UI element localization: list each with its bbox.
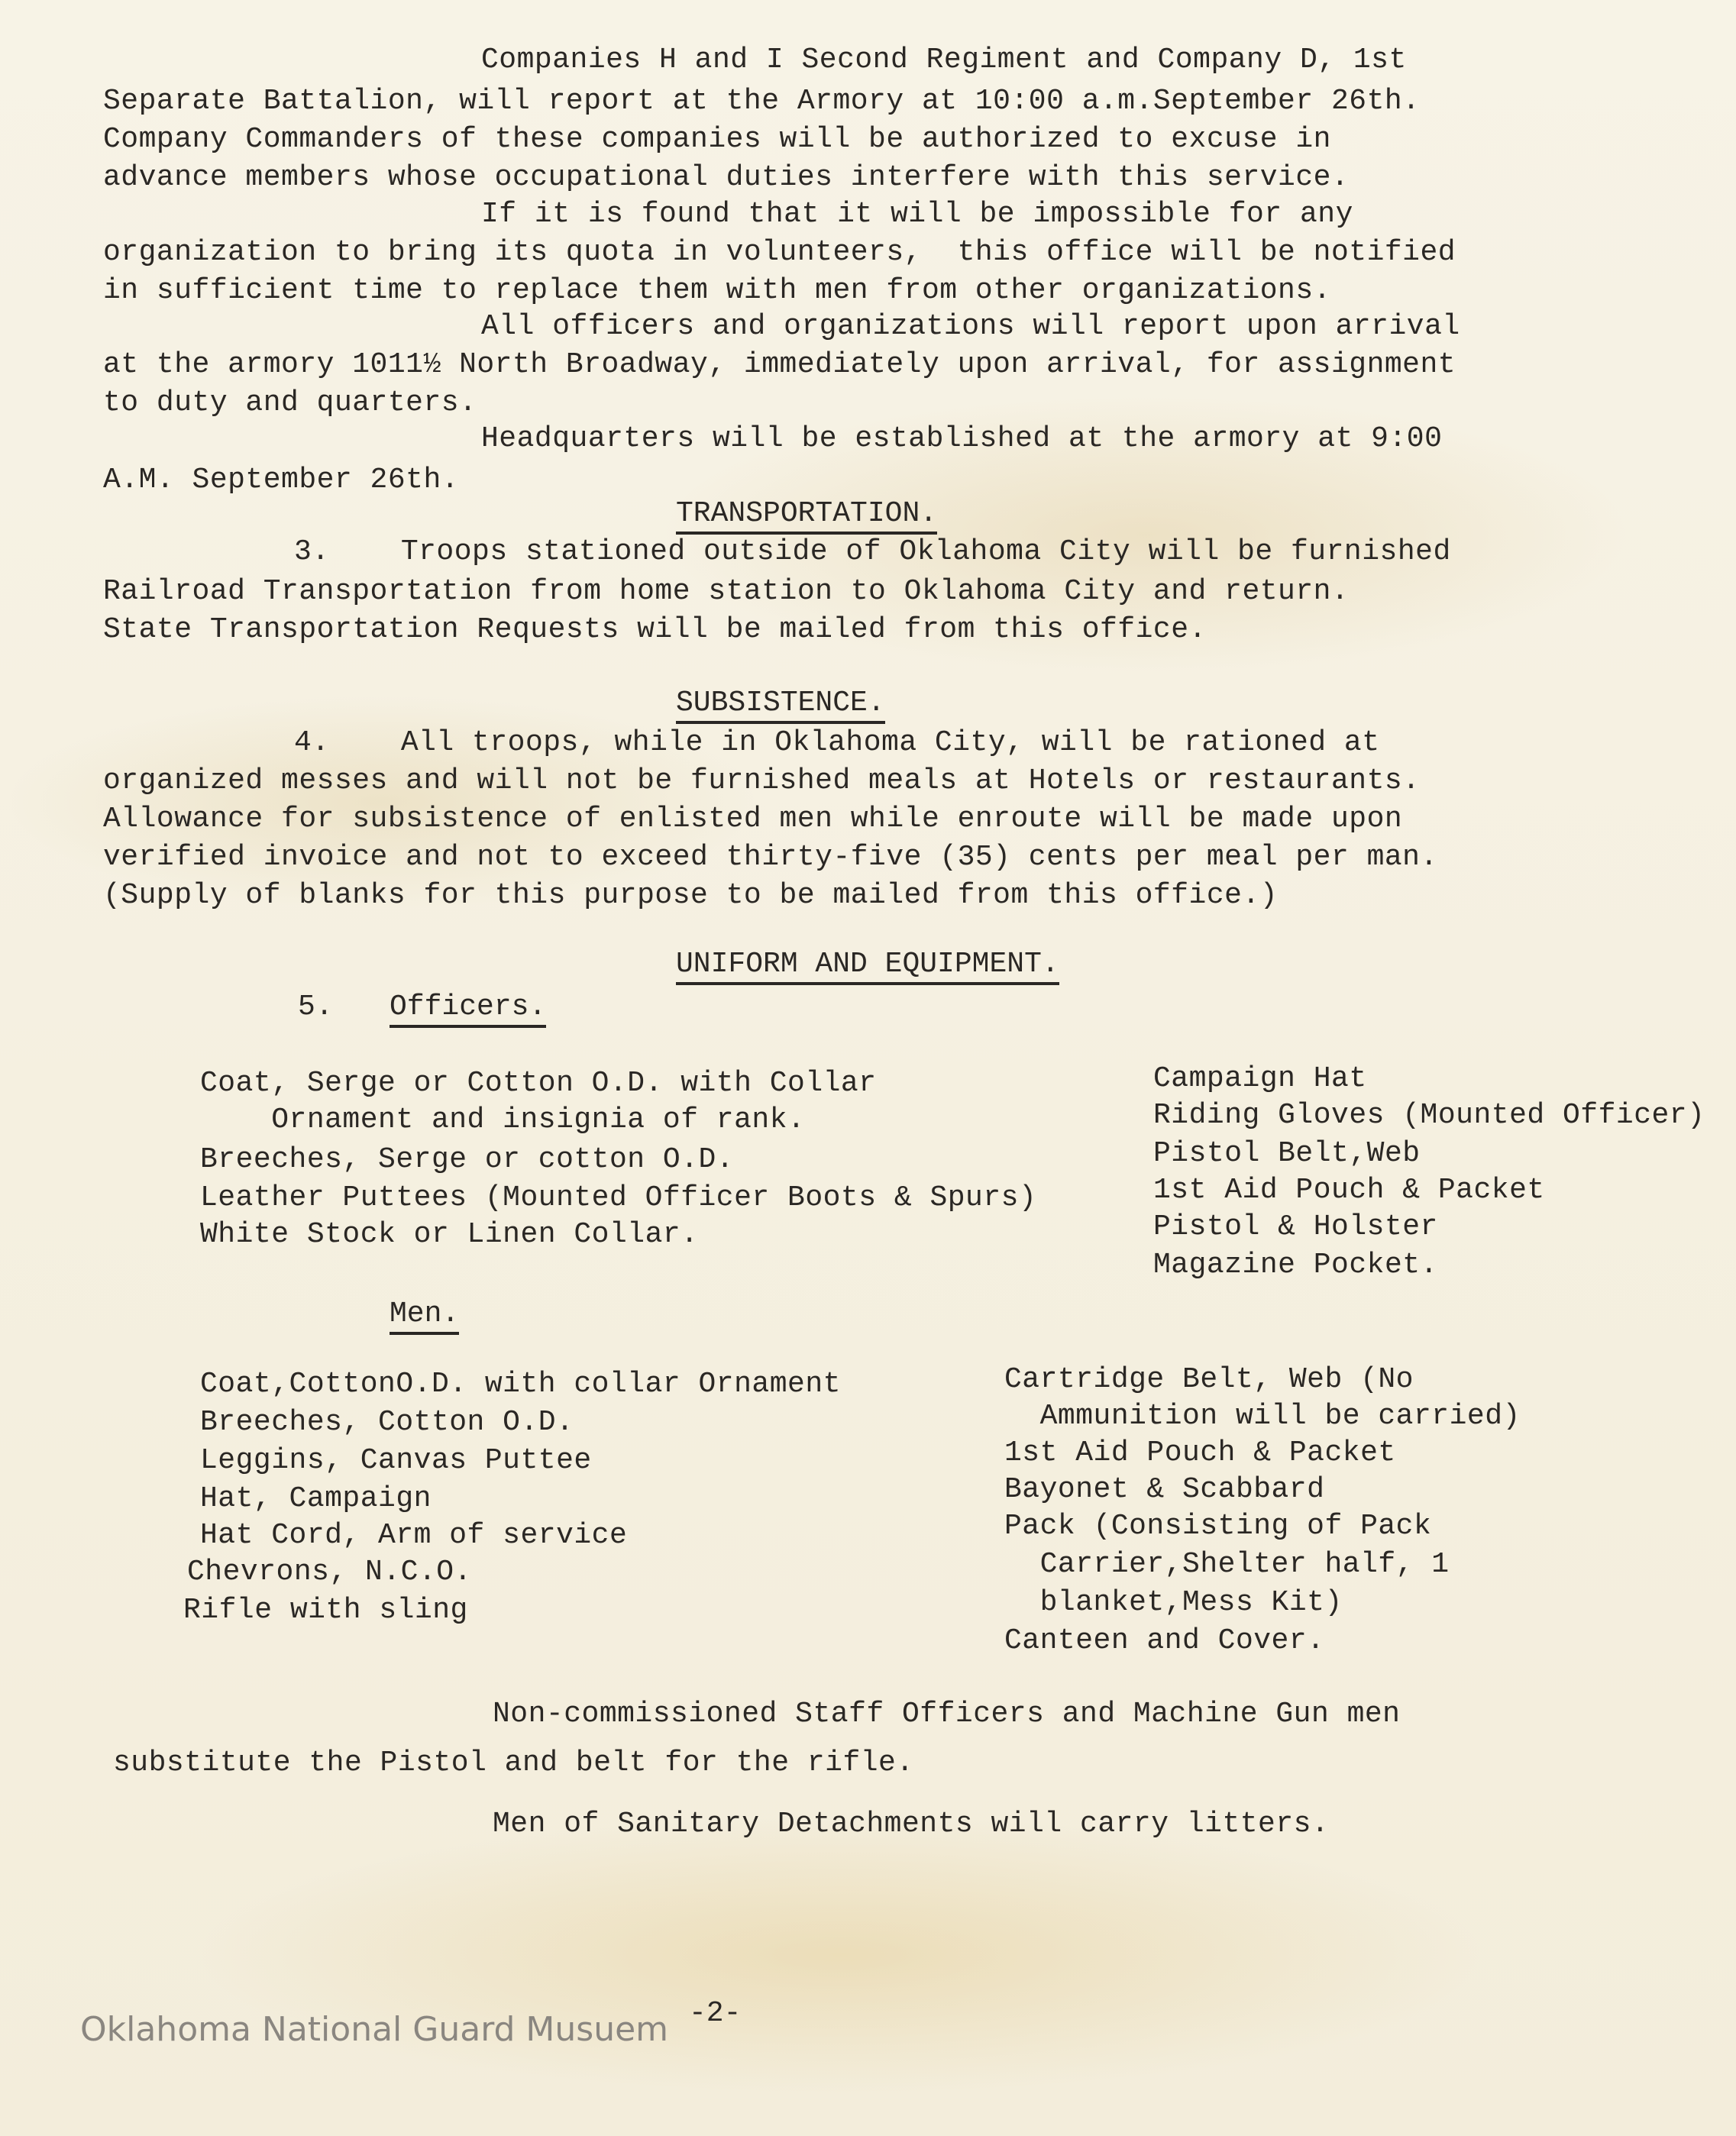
men-item: 1st Aid Pouch & Packet — [1004, 1436, 1396, 1469]
section-number: 5. — [298, 990, 334, 1023]
officer-item: Leather Puttees (Mounted Officer Boots & Spurs) — [200, 1181, 1037, 1214]
page-number: -2- — [689, 1997, 742, 2030]
body-line: 3. Troops stationed outside of Oklahoma City will be furnished — [294, 535, 1451, 568]
officer-item: Breeches, Serge or cotton O.D. — [200, 1143, 735, 1176]
body-line: substitute the Pistol and belt for the rifle. — [113, 1747, 914, 1779]
officer-item: Pistol Belt,Web — [1153, 1137, 1421, 1170]
men-item: blanket,Mess Kit) — [1004, 1586, 1343, 1619]
men-item: Carrier,Shelter half, 1 — [1004, 1548, 1450, 1581]
section-heading-subsistence: SUBSISTENCE. — [676, 686, 885, 724]
body-line: in sufficient time to replace them with men from other organizations. — [103, 274, 1331, 307]
body-line: at the armory 1011½ North Broadway, immediately upon arrival, for assignment — [103, 348, 1456, 381]
men-item: Cartridge Belt, Web (No — [1004, 1363, 1414, 1396]
body-line: Companies H and I Second Regiment and Company D, 1st — [481, 44, 1407, 76]
officer-item: Riding Gloves (Mounted Officer) — [1153, 1099, 1705, 1132]
men-item: Hat Cord, Arm of service — [200, 1519, 628, 1552]
body-line: to duty and quarters. — [103, 386, 477, 419]
men-item: Hat, Campaign — [200, 1482, 432, 1515]
body-line: Company Commanders of these companies will be authorized to excuse in — [103, 123, 1331, 156]
body-line: If it is found that it will be impossible for any — [481, 198, 1353, 231]
section-heading-uniform: UNIFORM AND EQUIPMENT. — [676, 947, 1059, 985]
section-heading-transportation: TRANSPORTATION. — [676, 496, 937, 535]
subheading-men: Men. — [390, 1297, 459, 1335]
men-item: Ammunition will be carried) — [1004, 1400, 1521, 1433]
body-line: State Transportation Requests will be mailed from this office. — [103, 613, 1207, 646]
watermark: Oklahoma National Guard Musuem — [80, 2010, 669, 2049]
body-line: advance members whose occupational duties interfere with this service. — [103, 161, 1350, 194]
officer-item: White Stock or Linen Collar. — [200, 1218, 699, 1251]
body-line: A.M. September 26th. — [103, 464, 460, 496]
body-line: organization to bring its quota in volunteers, this office will be notified — [103, 236, 1456, 269]
body-line: Headquarters will be established at the armory at 9:00 — [481, 422, 1443, 455]
men-item: Bayonet & Scabbard — [1004, 1473, 1325, 1506]
body-line: Railroad Transportation from home station to Oklahoma City and return. — [103, 575, 1350, 608]
men-item: Leggins, Canvas Puttee — [200, 1444, 592, 1477]
body-line: (Supply of blanks for this purpose to be mailed from this office.) — [103, 879, 1279, 912]
body-line: Men of Sanitary Detachments will carry litters. — [493, 1808, 1330, 1840]
officer-item: Pistol & Holster — [1153, 1210, 1438, 1243]
officer-item: Magazine Pocket. — [1153, 1249, 1438, 1281]
body-line: Non-commissioned Staff Officers and Machine Gun men — [493, 1698, 1401, 1730]
subheading-officers: Officers. — [390, 990, 546, 1028]
body-line: Separate Battalion, will report at the Armory at 10:00 a.m.September 26th. — [103, 85, 1421, 118]
men-item: Coat,CottonO.D. with collar Ornament — [200, 1368, 841, 1401]
body-line: Allowance for subsistence of enlisted men while enroute will be made upon — [103, 803, 1403, 835]
men-item: Pack (Consisting of Pack — [1004, 1510, 1432, 1543]
body-line: All officers and organizations will report upon arrival — [481, 310, 1460, 343]
men-item: Canteen and Cover. — [1004, 1624, 1325, 1657]
officer-item: Campaign Hat — [1153, 1062, 1367, 1095]
body-line: verified invoice and not to exceed thirty-five (35) cents per meal per man. — [103, 841, 1438, 874]
officer-item: 1st Aid Pouch & Packet — [1153, 1174, 1545, 1207]
men-item: Rifle with sling — [183, 1594, 468, 1627]
men-item: Breeches, Cotton O.D. — [200, 1406, 574, 1439]
officer-item: Ornament and insignia of rank. — [200, 1104, 806, 1136]
men-item: Chevrons, N.C.O. — [187, 1556, 472, 1588]
body-line: 4. All troops, while in Oklahoma City, will be rationed at — [294, 726, 1380, 759]
body-line: organized messes and will not be furnished meals at Hotels or restaurants. — [103, 764, 1421, 797]
officer-item: Coat, Serge or Cotton O.D. with Collar — [200, 1067, 877, 1100]
